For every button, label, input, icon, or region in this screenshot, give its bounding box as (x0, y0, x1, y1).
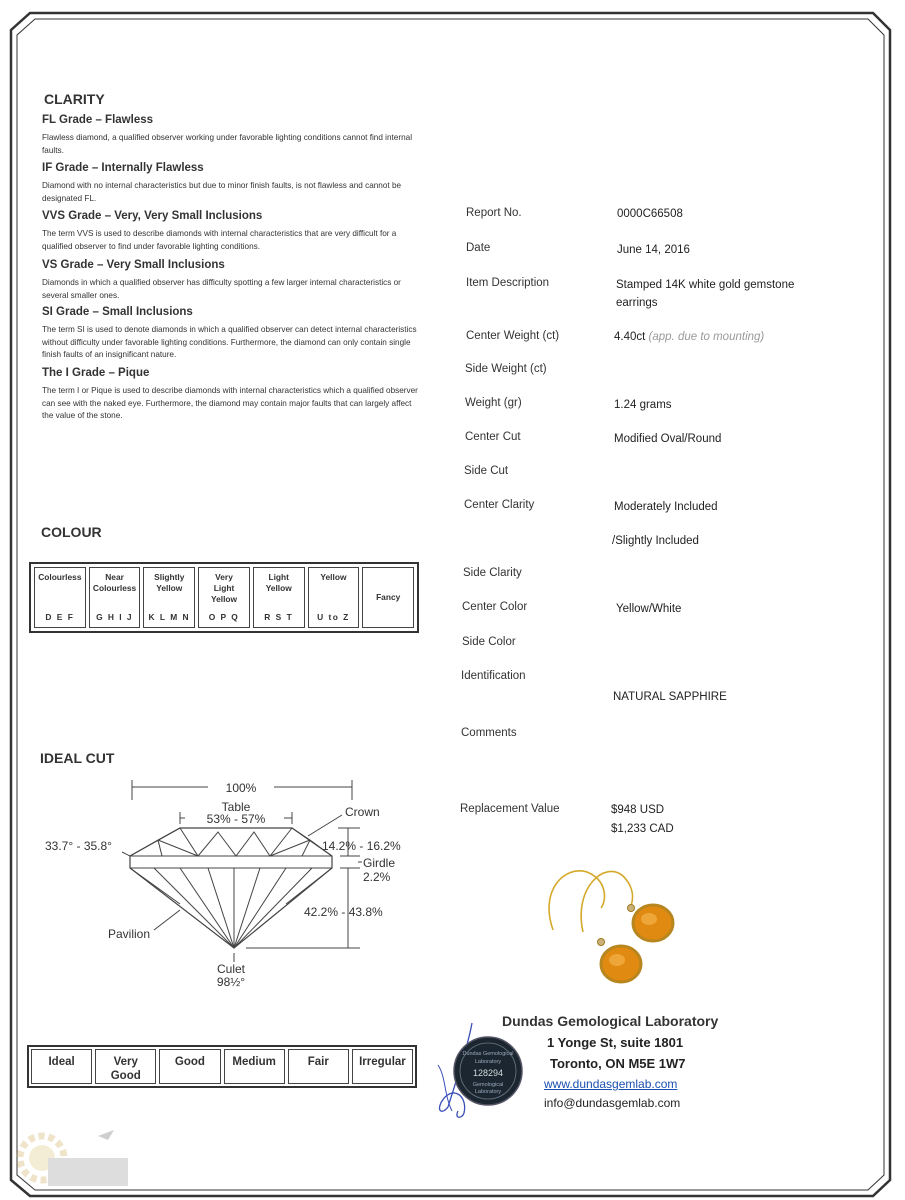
diamond-proportions-diagram (30, 770, 430, 995)
lab-name: Dundas Gemological Laboratory (502, 1013, 719, 1029)
earrings-photo (535, 860, 695, 1000)
lab-address-2: Toronto, ON M5E 1W7 (550, 1056, 686, 1071)
center-clarity-value-line2: /Slightly Included (612, 535, 699, 547)
diagram-crown: Crown (345, 805, 380, 819)
replacement-value-usd: $948 USD (611, 804, 665, 816)
item-description-value: Stamped 14K white gold gemstone (616, 279, 795, 291)
center-cut-value: Modified Oval/Round (614, 433, 722, 445)
cut-grade-table (27, 1045, 417, 1088)
diagram-pavilion: Pavilion (108, 927, 151, 941)
colour-cell-name: Fancy (376, 591, 401, 602)
clarity-grade-vvs: VVS Grade – Very, Very Small Inclusions (42, 210, 263, 222)
colour-cell-very-light-yellow (198, 567, 250, 628)
item-description-value-line2: earrings (616, 297, 658, 309)
identification-label: Identification (461, 670, 526, 682)
diagram-table-label: Table (221, 800, 251, 814)
svg-text:Gemological: Gemological (472, 1082, 504, 1088)
cut-grade-medium: Medium (224, 1049, 285, 1084)
center-clarity-value: Moderately Included (614, 501, 718, 513)
cut-grade-very-good: Very Good (95, 1049, 156, 1084)
hologram-number: 128294 (472, 1068, 504, 1078)
cut-grade-good: Good (159, 1049, 220, 1084)
colour-cell-colourless (34, 567, 86, 628)
colour-cell-name: Slightly Yellow (154, 572, 185, 593)
diagram-girdle: Girdle (363, 856, 396, 870)
diagram-total: 100% (225, 781, 257, 795)
clarity-title: CLARITY (44, 91, 105, 107)
colour-cell-slightly-yellow (143, 567, 195, 628)
clarity-grade-if: IF Grade – Internally Flawless (42, 162, 204, 174)
ideal-cut-title: IDEAL CUT (40, 750, 115, 766)
colour-scale-table (29, 562, 419, 633)
colour-cell-light-yellow (253, 567, 305, 628)
colour-cell-fancy (362, 567, 414, 628)
weight-gr-label: Weight (gr) (465, 397, 522, 409)
center-weight-number: 4.40ct (614, 331, 646, 343)
clarity-desc-vvs: The term VVS is used to describe diamonds with internal characteristics that are very difficult for a qualified observer to find under favorable lighting conditions. (42, 229, 397, 251)
weight-gr-value: 1.24 grams (614, 399, 672, 411)
colour-cell-name: Colourless (38, 572, 82, 582)
clarity-desc-vs: Diamonds in which a qualified observer has difficulty spotting a few larger internal characteristics or several smaller ones. (42, 278, 401, 300)
signature-and-hologram (428, 1015, 528, 1125)
cut-grade-fair: Fair (288, 1049, 349, 1084)
center-weight-value (614, 331, 764, 343)
diagram-culet-value: 98½° (216, 975, 246, 989)
clarity-grade-i: The I Grade – Pique (42, 367, 150, 379)
replacement-value-label: Replacement Value (460, 803, 560, 815)
clarity-desc-if: Diamond with no internal characteristics but due to minor finish faults, is not flawless and cannot be designated FL. (42, 181, 402, 203)
clarity-grade-fl: FL Grade – Flawless (42, 114, 154, 126)
replacement-value-cad: $1,233 CAD (611, 823, 674, 835)
clarity-desc-si: The term SI is used to denote diamonds in which a qualified observer can detect internal characteristics without difficulty under favorable lighting conditions. Furthermore, the diamond can only contain single finish faults of an insignificant nature. (42, 325, 417, 359)
clarity-grade-si: SI Grade – Small Inclusions (42, 306, 193, 318)
center-clarity-label: Center Clarity (464, 499, 535, 511)
colour-cell-grade: O P Q (208, 612, 240, 622)
colour-cell-near-colourless (89, 567, 141, 628)
report-no-value: 0000C66508 (617, 208, 683, 220)
date-value: June 14, 2016 (617, 244, 690, 256)
colour-cell-grade: K L M N (148, 612, 191, 622)
colour-cell-name: Light Yellow (265, 572, 292, 593)
side-clarity-label: Side Clarity (463, 567, 522, 579)
svg-text:Laboratory: Laboratory (474, 1059, 502, 1065)
diagram-crown-height: 14.2% - 16.2% (322, 839, 401, 853)
cut-grade-irregular: Irregular (352, 1049, 413, 1084)
svg-text:Laboratory: Laboratory (474, 1089, 502, 1095)
clarity-grade-vs: VS Grade – Very Small Inclusions (42, 259, 225, 271)
colour-cell-grade: G H I J (96, 612, 134, 622)
colour-cell-name: Near Colourless (92, 572, 137, 593)
center-weight-label: Center Weight (ct) (466, 330, 560, 342)
cut-grade-ideal: Ideal (31, 1049, 92, 1084)
clarity-desc-i: The term I or Pique is used to describe diamonds with internal characteristics which a qualified observer can see with the naked eye. Furthermore, the diamond may contain major faults that can largely affect the value of the stone. (42, 386, 418, 420)
side-weight-label: Side Weight (ct) (465, 363, 547, 375)
diagram-culet: Culet (216, 962, 246, 976)
date-label: Date (466, 242, 491, 254)
colour-cell-name: Yellow (320, 572, 347, 582)
lab-website-link[interactable]: www.dundasgemlab.com (544, 1077, 678, 1091)
colour-cell-yellow (308, 567, 360, 628)
center-weight-note: (app. due to mounting) (648, 331, 765, 343)
center-cut-label: Center Cut (465, 431, 521, 443)
item-description-label: Item Description (466, 277, 550, 289)
side-cut-label: Side Cut (464, 465, 509, 477)
lab-address-1: 1 Yonge St, suite 1801 (547, 1035, 684, 1050)
colour-cell-grade: U to Z (317, 612, 350, 622)
report-no-label: Report No. (466, 207, 522, 219)
svg-text:Dundas Gemological: Dundas Gemological (462, 1051, 514, 1057)
colour-cell-grade: R S T (264, 612, 294, 622)
diagram-crown-angle: 33.7° - 35.8° (45, 839, 112, 853)
diagram-table-range: 53% - 57% (206, 812, 266, 826)
auction-watermark-logo (8, 1118, 138, 1193)
center-color-label: Center Color (462, 601, 528, 613)
diagram-pavilion-depth: 42.2% - 43.8% (304, 905, 383, 919)
identification-value: NATURAL SAPPHIRE (613, 691, 727, 703)
lab-email: info@dundasgemlab.com (544, 1096, 681, 1110)
center-color-value: Yellow/White (616, 603, 682, 615)
comments-label: Comments (461, 727, 517, 739)
clarity-desc-fl: Flawless diamond, a qualified observer working under favorable lighting conditions cannot find internal faults. (42, 133, 413, 155)
diagram-girdle-value: 2.2% (363, 870, 391, 884)
colour-cell-name: Very Light Yellow (210, 572, 238, 604)
side-color-label: Side Color (462, 636, 516, 648)
colour-title: COLOUR (41, 524, 102, 540)
colour-cell-grade: D E F (45, 612, 75, 622)
